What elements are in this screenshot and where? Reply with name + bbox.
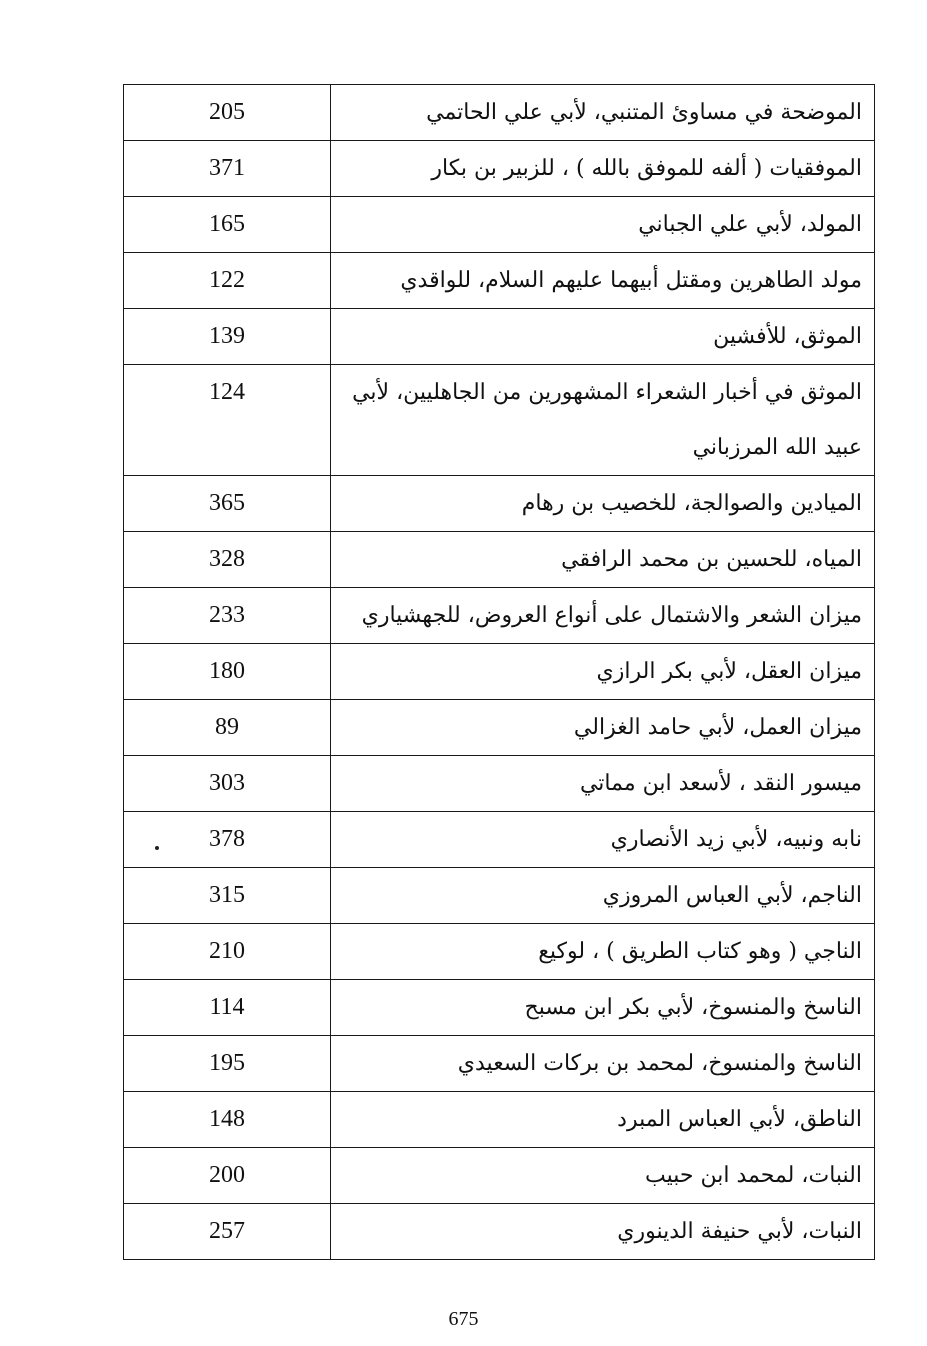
table-row	[124, 365, 875, 476]
page-reference-cell: 165	[124, 197, 331, 253]
page-reference-cell: 139	[124, 309, 331, 365]
table-row	[124, 700, 875, 756]
page-reference-cell: 205	[124, 85, 331, 141]
page-reference-cell: 180	[124, 644, 331, 700]
page-reference-cell: 195	[124, 1036, 331, 1092]
table-row	[124, 644, 875, 700]
page-reference-cell: 114	[124, 980, 331, 1036]
book-title-cell: المولد، لأبي علي الجباني	[331, 197, 875, 253]
table-row	[124, 924, 875, 980]
book-title-cell: الناجي ( وهو كتاب الطريق ) ، لوكيع	[331, 924, 875, 980]
book-title-cell: النبات، لأبي حنيفة الدينوري	[331, 1204, 875, 1260]
book-title-cell: الناطق، لأبي العباس المبرد	[331, 1092, 875, 1148]
book-title-cell: الناسخ والمنسوخ، لمحمد بن بركات السعيدي	[331, 1036, 875, 1092]
table-row	[124, 1036, 875, 1092]
book-title-cell: النبات، لمحمد ابن حبيب	[331, 1148, 875, 1204]
book-title-cell: الموثق، للأفشين	[331, 309, 875, 365]
page-reference-cell: 365	[124, 476, 331, 532]
table-row	[124, 253, 875, 309]
table-row	[124, 532, 875, 588]
page-reference-cell: 257	[124, 1204, 331, 1260]
table-row	[124, 588, 875, 644]
page-reference-cell: 200	[124, 1148, 331, 1204]
table-row	[124, 141, 875, 197]
page-number: 675	[448, 1308, 479, 1330]
book-title-cell: الموثق في أخبار الشعراء المشهورين من الجاهليين، لأبي عبيد الله المرزباني	[331, 365, 875, 476]
book-title-cell: ميزان العمل، لأبي حامد الغزالي	[331, 700, 875, 756]
table-row	[124, 812, 875, 868]
page-reference-cell: 148	[124, 1092, 331, 1148]
table-row	[124, 476, 875, 532]
page-reference-cell: 124	[124, 365, 331, 476]
book-title-cell: مولد الطاهرين ومقتل أبيهما عليهم السلام، للواقدي	[331, 253, 875, 309]
page-reference-cell: 233	[124, 588, 331, 644]
book-title-cell: ميسور النقد ، لأسعد ابن مماتي	[331, 756, 875, 812]
table-row	[124, 309, 875, 365]
page-reference-cell: 371	[124, 141, 331, 197]
page-reference-cell: 303	[124, 756, 331, 812]
stray-dot-mark	[155, 846, 159, 850]
table-row	[124, 1092, 875, 1148]
book-title-cell: الموفقيات ( ألفه للموفق بالله ) ، للزبير بن بكار	[331, 141, 875, 197]
index-table	[123, 84, 875, 1260]
page-reference-cell: 328	[124, 532, 331, 588]
table-row	[124, 1204, 875, 1260]
page-reference-cell: 315	[124, 868, 331, 924]
book-title-cell: الناسخ والمنسوخ، لأبي بكر ابن مسبح	[331, 980, 875, 1036]
book-title-cell: الموضحة في مساوئ المتنبي، لأبي علي الحاتمي	[331, 85, 875, 141]
page-reference-cell: 89	[124, 700, 331, 756]
book-title-cell: ميزان العقل، لأبي بكر الرازي	[331, 644, 875, 700]
book-title-cell: الناجم، لأبي العباس المروزي	[331, 868, 875, 924]
table-row	[124, 980, 875, 1036]
book-title-cell: نابه ونبيه، لأبي زيد الأنصاري	[331, 812, 875, 868]
index-table-body	[124, 85, 875, 1260]
table-row	[124, 868, 875, 924]
book-title-cell: ميزان الشعر والاشتمال على أنواع العروض، للجهشياري	[331, 588, 875, 644]
table-row	[124, 197, 875, 253]
table-row	[124, 85, 875, 141]
page-reference-cell: 210	[124, 924, 331, 980]
table-row	[124, 1148, 875, 1204]
page-reference-cell: 122	[124, 253, 331, 309]
book-title-cell: المياه، للحسين بن محمد الرافقي	[331, 532, 875, 588]
page-reference-cell: 378	[124, 812, 331, 868]
book-title-cell: الميادين والصوالجة، للخصيب بن رهام	[331, 476, 875, 532]
table-row	[124, 756, 875, 812]
